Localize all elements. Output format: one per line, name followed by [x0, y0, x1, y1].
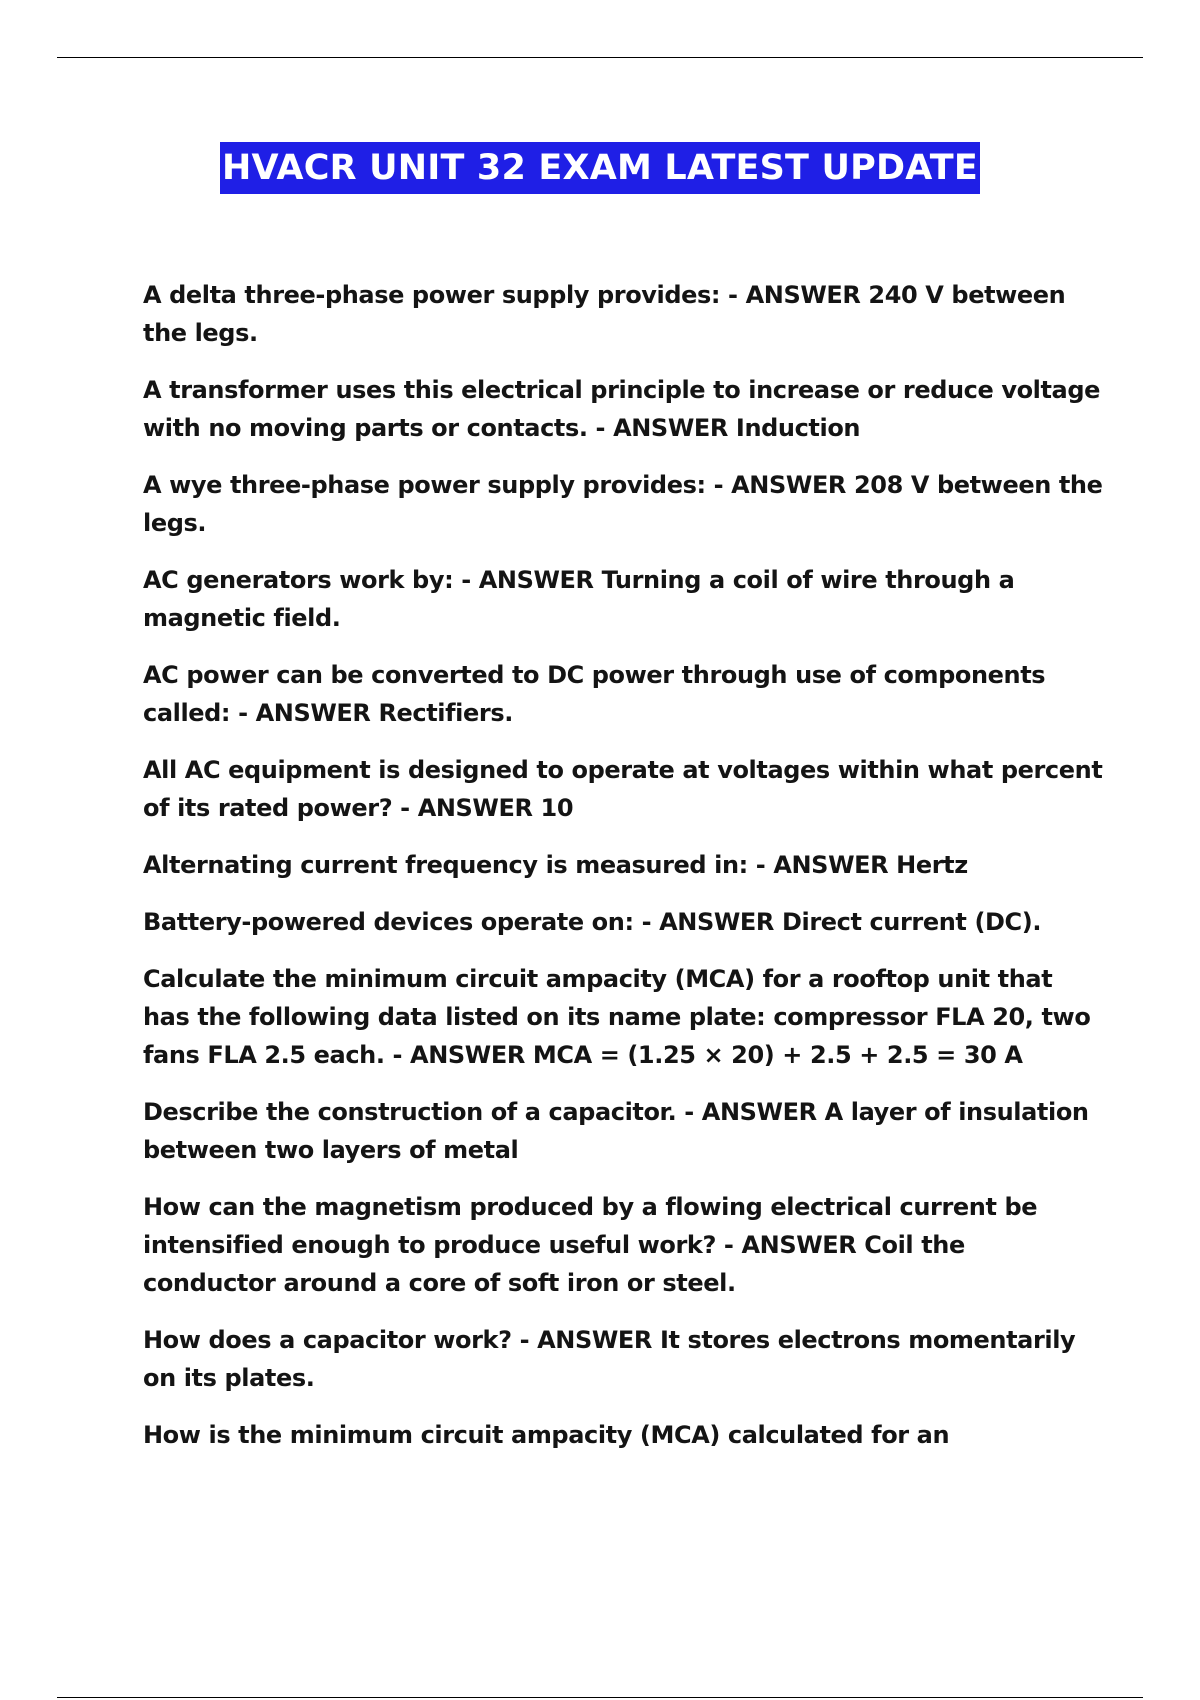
qa-item: How can the magnetism produced by a flowing electrical current be intensified enough to produce useful work? - ANSWER Coil the conductor around a core of soft iron or steel. — [143, 1193, 1038, 1297]
qa-item: All AC equipment is designed to operate at voltages within what percent of its rated power? - ANSWER 10 — [143, 756, 1103, 822]
question-answer-list — [143, 276, 1103, 1473]
qa-item: A delta three-phase power supply provides: - ANSWER 240 V between the legs. — [143, 281, 1066, 347]
qa-item: Describe the construction of a capacitor. - ANSWER A layer of insulation between two layers of metal — [143, 1098, 1089, 1164]
qa-item: How is the minimum circuit ampacity (MCA) calculated for an — [143, 1421, 950, 1449]
qa-item: Battery-powered devices operate on: - ANSWER Direct current (DC). — [143, 908, 1042, 936]
qa-item: Alternating current frequency is measured in: - ANSWER Hertz — [143, 851, 968, 879]
qa-item: A transformer uses this electrical principle to increase or reduce voltage with no moving parts or contacts. - ANSWER Induction — [143, 376, 1101, 442]
qa-item: AC generators work by: - ANSWER Turning a coil of wire through a magnetic field. — [143, 566, 1015, 632]
page-title: HVACR UNIT 32 EXAM LATEST UPDATE — [220, 142, 980, 194]
title-wrapper — [0, 142, 1200, 194]
qa-item: AC power can be converted to DC power through use of components called: - ANSWER Rectifiers. — [143, 661, 1046, 727]
qa-item: A wye three-phase power supply provides: - ANSWER 208 V between the legs. — [143, 471, 1103, 537]
top-rule — [57, 57, 1143, 58]
qa-item: How does a capacitor work? - ANSWER It stores electrons momentarily on its plates. — [143, 1326, 1076, 1392]
bottom-rule — [57, 1697, 1143, 1698]
qa-item: Calculate the minimum circuit ampacity (MCA) for a rooftop unit that has the following data listed on its name plate: compressor FLA 20, two fans FLA 2.5 each. - ANSWER MCA = (1.25 × 20) + 2.5 + 2.5 = 30 A — [143, 965, 1091, 1069]
